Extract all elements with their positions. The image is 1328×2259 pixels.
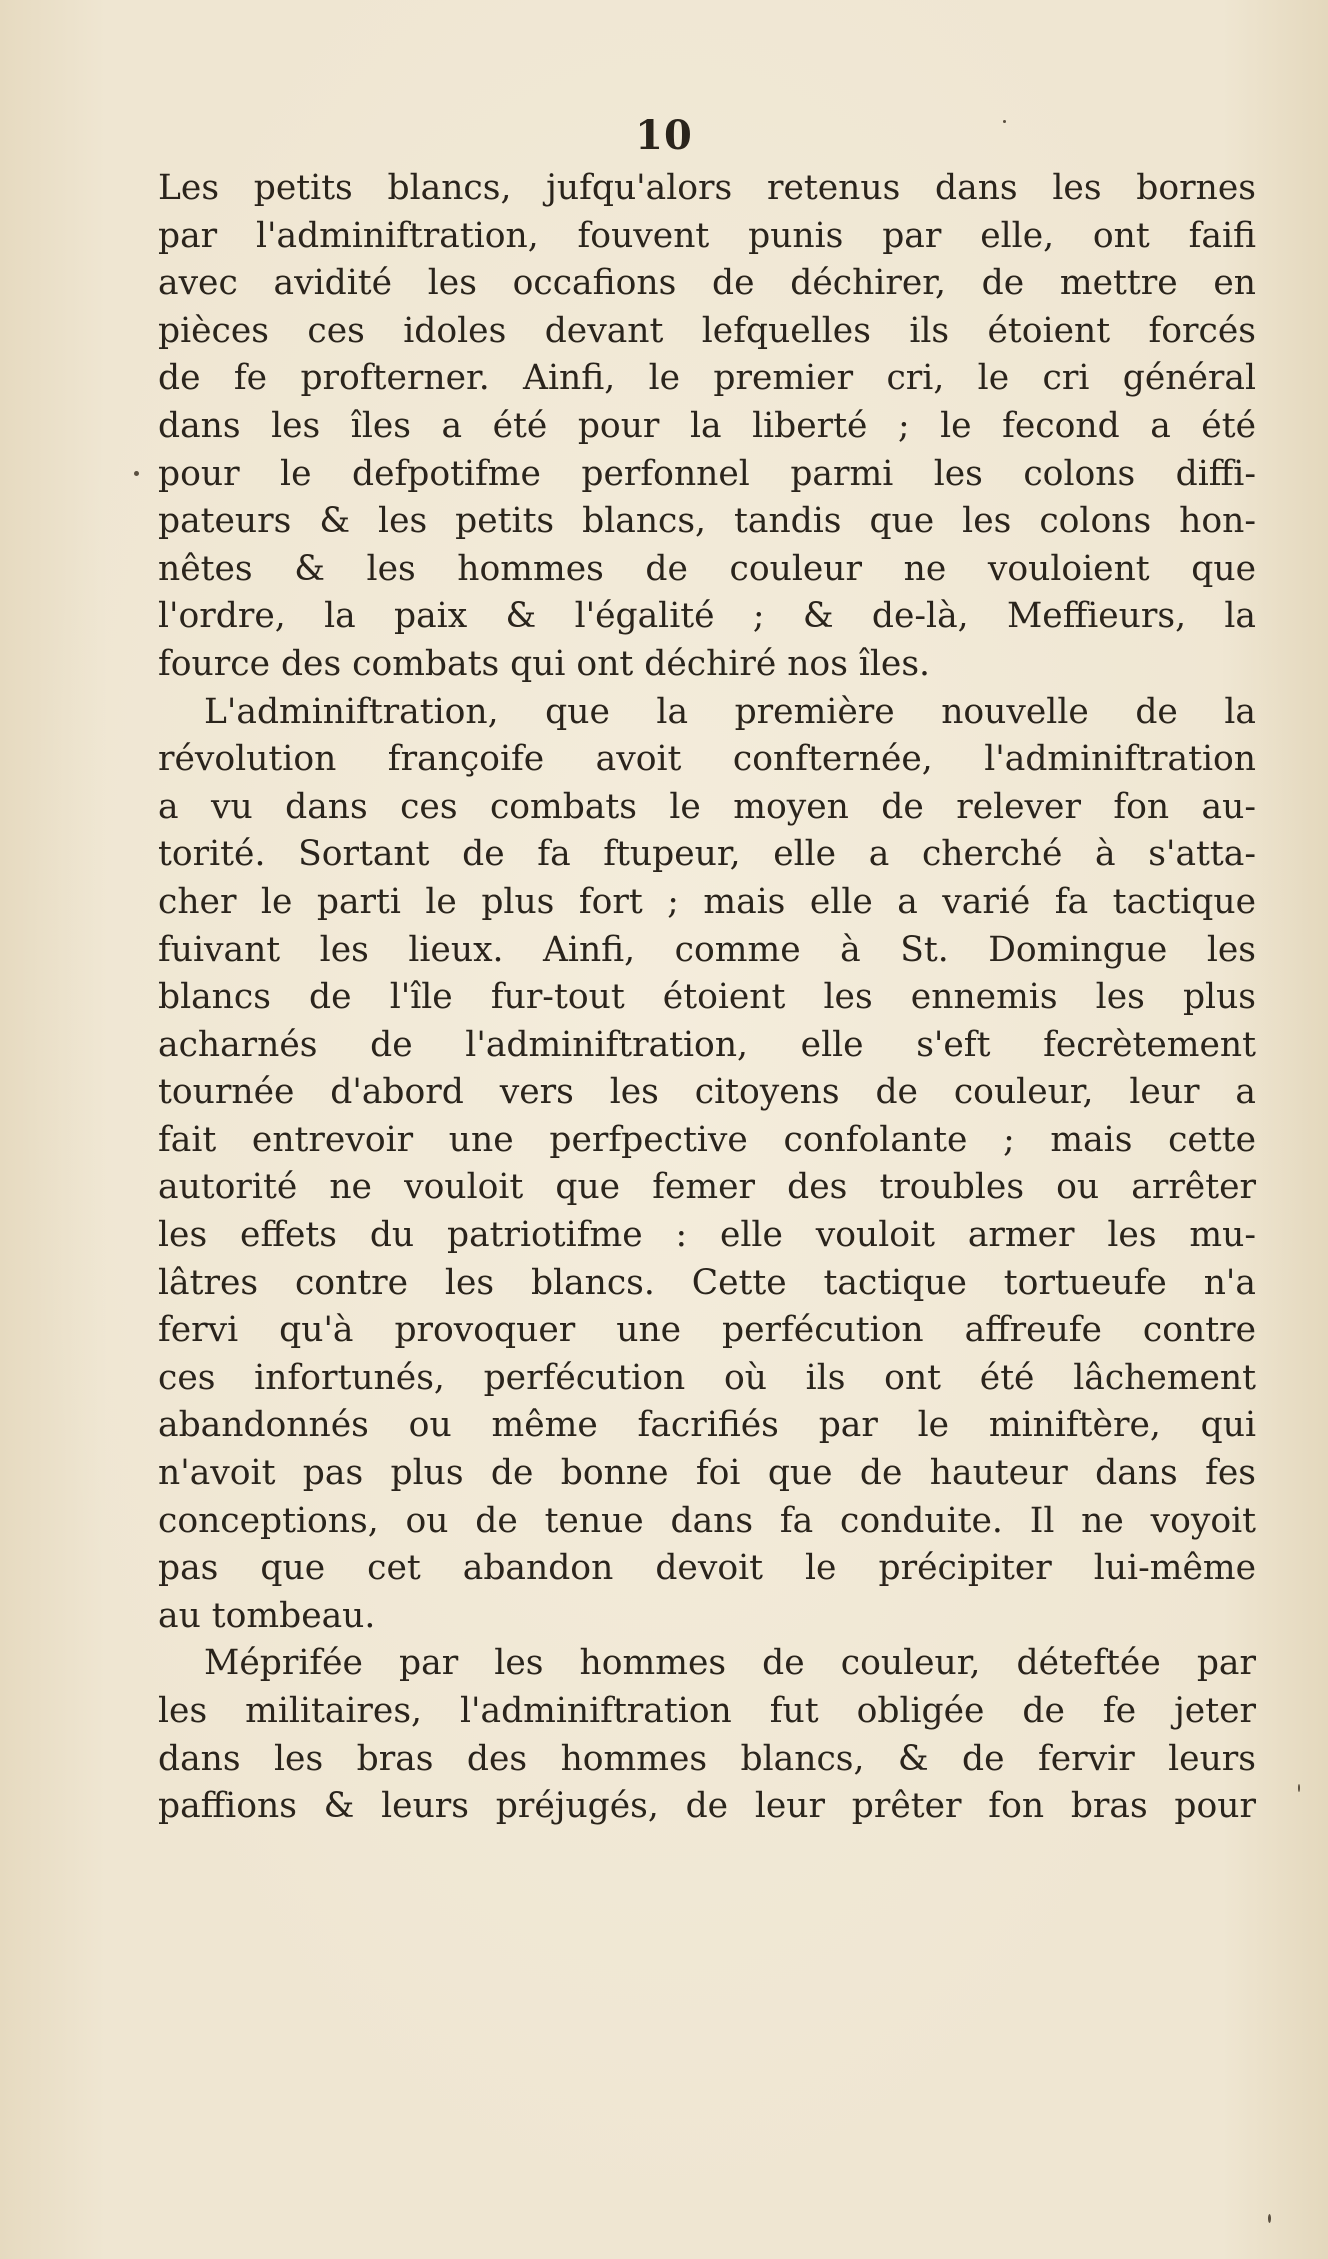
text-line: fait entrevoir une perfpective confolante ; mais cette: [158, 1119, 1256, 1160]
text-line: fuivant les lieux. Ainfi, comme à St. Domingue les: [158, 929, 1256, 970]
text-line: ces infortunés, perfécution où ils ont été lâchement: [158, 1357, 1256, 1398]
text-line: de fe profterner. Ainfi, le premier cri, le cri général: [158, 358, 1256, 399]
text-line: les militaires, l'adminiftration fut obligée de fe jeter: [158, 1691, 1256, 1731]
body-text: [158, 165, 1256, 1831]
text-line: pour le defpotifme perfonnel parmi les colons diffi-: [158, 453, 1256, 494]
text-line: conceptions, ou de tenue dans fa conduite. Il ne voyoit: [158, 1500, 1256, 1541]
page-number: 10: [635, 112, 693, 159]
text-line: pièces ces idoles devant lefquelles ils étoient forcés: [158, 310, 1256, 351]
text-line: torité. Sortant de fa ftupeur, elle a cherché à s'atta-: [158, 834, 1256, 875]
text-line: au tombeau.: [158, 1595, 376, 1636]
text-line: l'ordre, la paix & l'égalité ; & de-là, Meffieurs, la: [158, 596, 1256, 637]
paper-speck: [134, 471, 139, 476]
text-line: paffions & leurs préjugés, de leur prêter fon bras pour: [158, 1786, 1256, 1827]
text-line: révolution françoife avoit confternée, l'adminiftration: [158, 739, 1256, 780]
text-line: pas que cet abandon devoit le précipiter lui-même: [158, 1548, 1256, 1589]
text-line: par l'adminiftration, fouvent punis par elle, ont faifi: [158, 215, 1256, 256]
text-line: abandonnés ou même facrifiés par le miniftère, qui: [158, 1405, 1256, 1446]
text-line: avec avidité les occafions de déchirer, de mettre en: [158, 263, 1256, 304]
paper-speck: [1003, 120, 1006, 123]
text-line: autorité ne vouloit que femer des troubles ou arrêter: [158, 1167, 1256, 1208]
text-line: n'avoit pas plus de bonne foi que de hauteur dans fes: [158, 1453, 1256, 1494]
text-line: L'adminiftration, que la première nouvelle de la: [204, 691, 1256, 732]
text-line: fervi qu'à provoquer une perfécution affreufe contre: [158, 1310, 1256, 1351]
text-line: Les petits blancs, jufqu'alors retenus dans les bornes: [158, 168, 1256, 208]
text-line: lâtres contre les blancs. Cette tactique tortueufe n'a: [158, 1262, 1256, 1303]
text-line: dans les îles a été pour la liberté ; le fecond a été: [158, 405, 1256, 446]
text-line: Méprifée par les hommes de couleur, déteftée par: [204, 1643, 1256, 1684]
text-line: blancs de l'île fur-tout étoient les ennemis les plus: [158, 977, 1256, 1018]
paper-speck: [1268, 2214, 1271, 2223]
text-line: fource des combats qui ont déchiré nos îles.: [158, 643, 931, 684]
paper-speck: [1298, 1784, 1300, 1792]
text-line: acharnés de l'adminiftration, elle s'eft fecrètement: [158, 1024, 1256, 1065]
text-line: pateurs & les petits blancs, tandis que les colons hon-: [158, 501, 1256, 542]
text-line: nêtes & les hommes de couleur ne vouloient que: [158, 548, 1256, 589]
text-line: tournée d'abord vers les citoyens de couleur, leur a: [158, 1072, 1256, 1113]
text-line: les effets du patriotifme : elle vouloit armer les mu-: [158, 1215, 1256, 1256]
text-line: dans les bras des hommes blancs, & de fervir leurs: [158, 1738, 1256, 1779]
text-line: cher le parti le plus fort ; mais elle a varié fa tactique: [158, 881, 1256, 922]
text-line: a vu dans ces combats le moyen de relever fon au-: [158, 786, 1256, 827]
